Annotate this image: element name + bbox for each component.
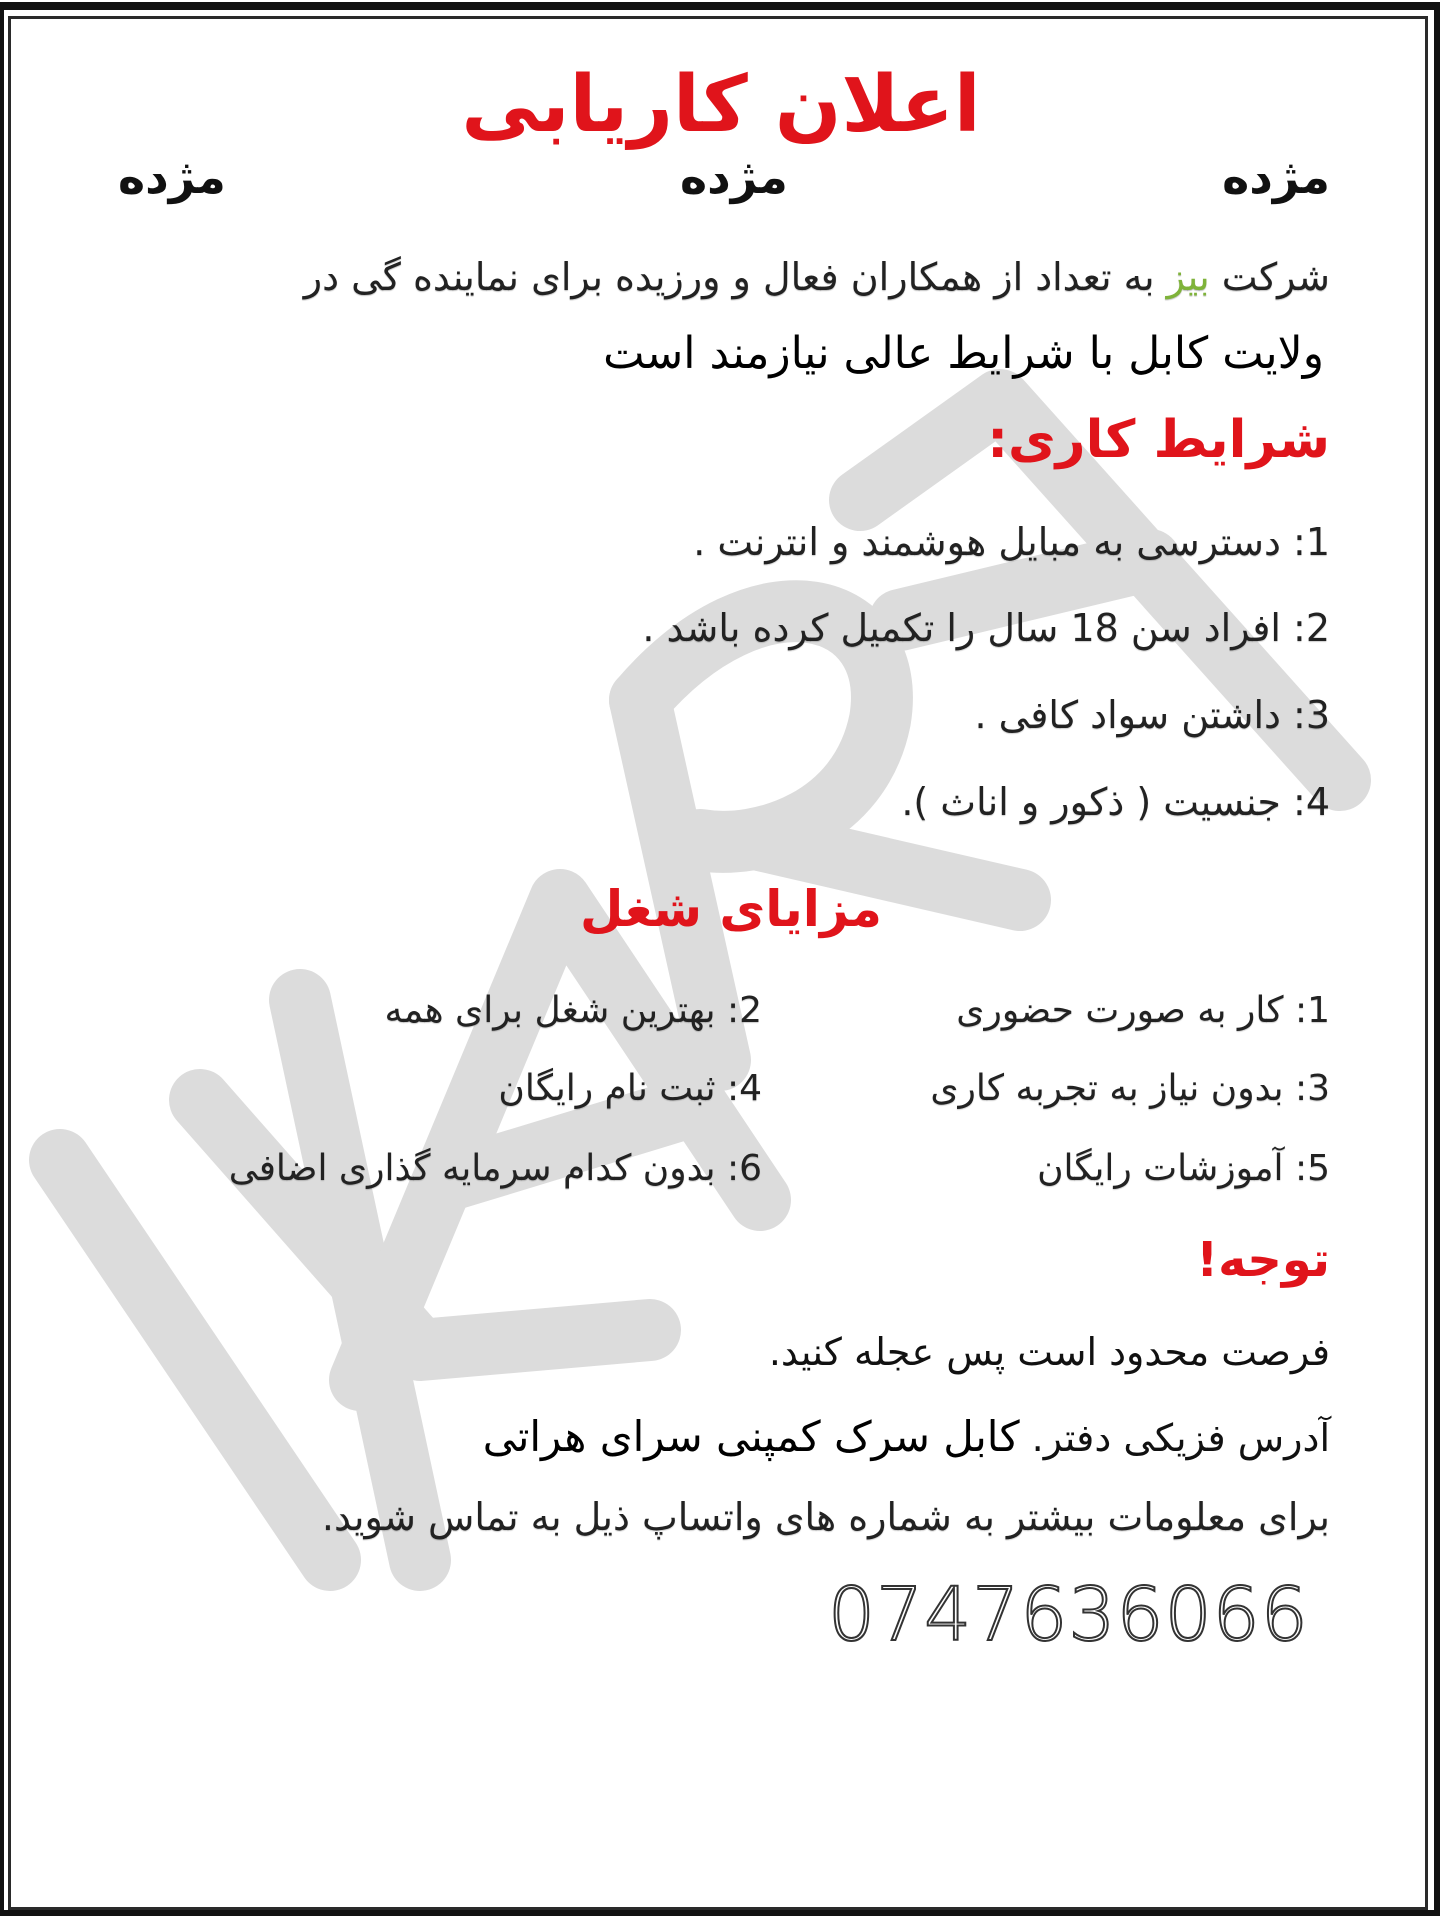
- benefit-item: 3: بدون نیاز به تجربه کاری: [930, 1068, 1330, 1109]
- company-brand: بیز: [1166, 255, 1210, 299]
- condition-item: 3: داشتن سواد کافی .: [974, 693, 1330, 737]
- intro-paragraph: [304, 255, 1330, 299]
- urgency-text: فرصت محدود است پس عجله کنید.: [768, 1330, 1330, 1374]
- benefit-item: 1: کار به صورت حضوری: [956, 990, 1330, 1031]
- good-news-label: مژده: [118, 150, 226, 204]
- benefits-heading: مزایای شغل: [580, 880, 883, 938]
- address-label: آدرس فزیکی دفتر.: [1031, 1416, 1330, 1460]
- benefit-item: 4: ثبت نام رایگان: [498, 1068, 762, 1109]
- office-address: [483, 1412, 1330, 1461]
- intro-prefix: شرکت: [1221, 255, 1330, 299]
- attention-heading: توجه!: [1196, 1232, 1330, 1288]
- good-news-label: مژده: [680, 150, 788, 204]
- address-value: کابل سرک کمپنی سرای هراتی: [482, 1412, 1020, 1461]
- benefit-item: 6: بدون کدام سرمایه گذاری اضافی: [228, 1148, 762, 1189]
- condition-item: 4: جنسیت ( ذکور و اناث ).: [901, 780, 1330, 824]
- poster-title: اعلان کاریابی: [461, 60, 981, 150]
- intro-suffix: به تعداد از همکاران فعال و ورزیده برای نماینده گی در: [303, 255, 1155, 299]
- contact-instructions: برای معلومات بیشتر به شماره های واتساپ ذیل به تماس شوید.: [321, 1495, 1330, 1539]
- benefit-item: 5: آموزشات رایگان: [1037, 1148, 1330, 1189]
- condition-item: 1: دسترسی به مبایل هوشمند و انترنت .: [693, 520, 1330, 564]
- conditions-heading: شرایط کاری:: [987, 410, 1330, 470]
- condition-item: 2: افراد سن 18 سال را تکمیل کرده باشد .: [642, 606, 1330, 650]
- benefit-item: 2: بهترین شغل برای همه: [384, 990, 762, 1031]
- intro-line-2: ولایت کابل با شرایط عالی نیازمند است: [603, 328, 1324, 379]
- whatsapp-phone-number: 0747636066: [828, 1572, 1309, 1658]
- good-news-label: مژده: [1222, 150, 1330, 204]
